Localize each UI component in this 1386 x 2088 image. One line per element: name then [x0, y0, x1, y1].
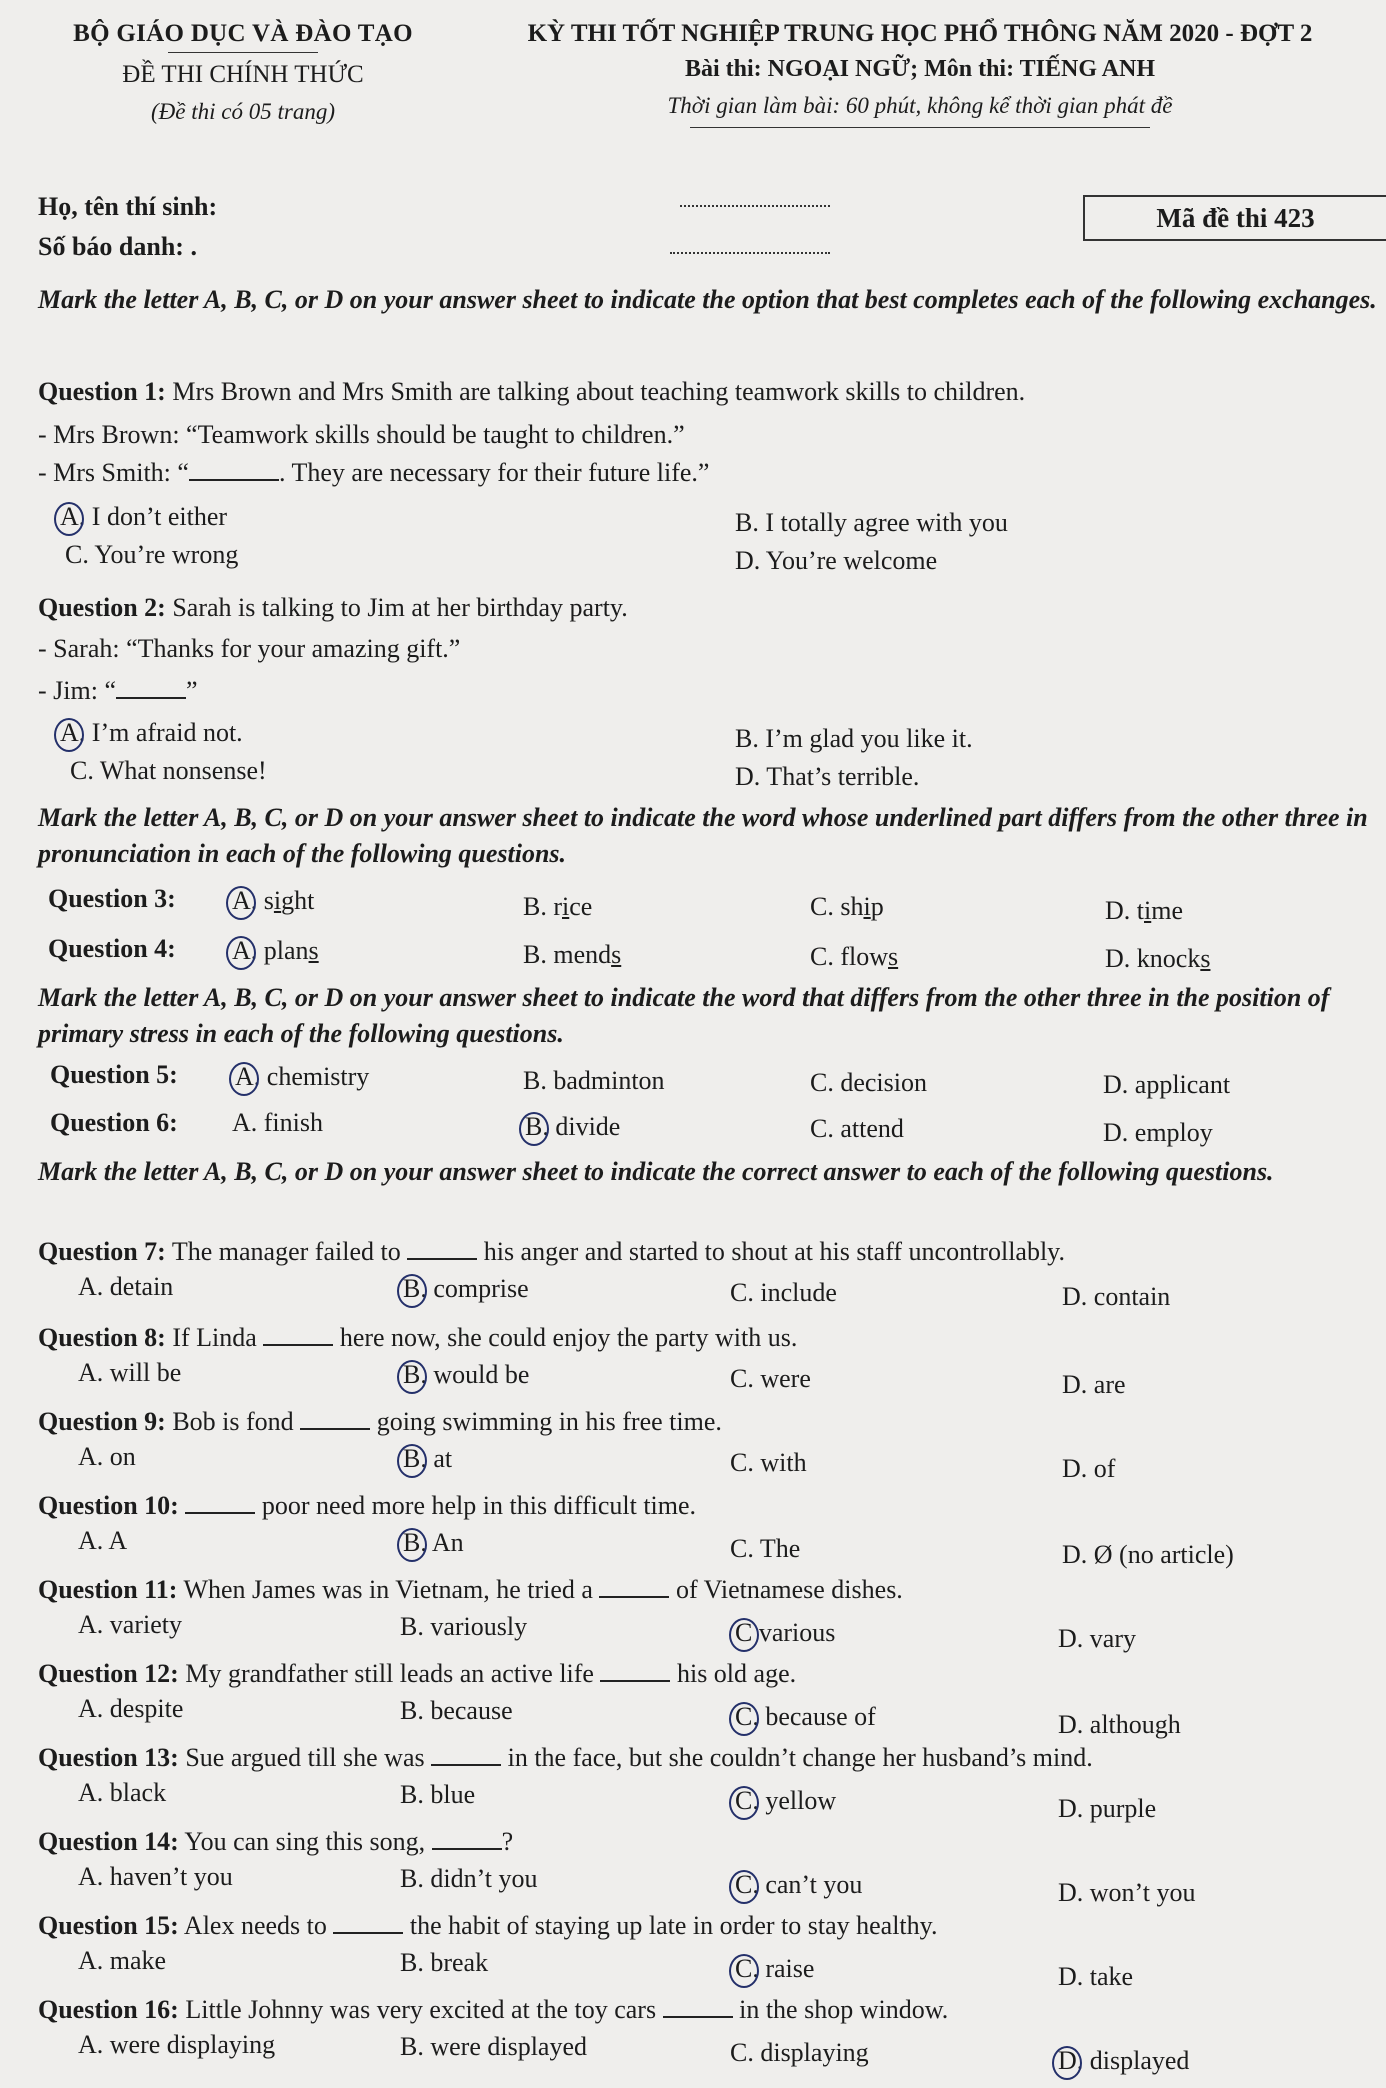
circled-mark: A	[60, 718, 79, 747]
option-b[interactable]: B. blue	[400, 1780, 476, 1809]
exam-title: KỲ THI TỐT NGHIỆP TRUNG HỌC PHỔ THÔNG NĂM 2020 - ĐỢT 2	[527, 20, 1313, 47]
option-b[interactable]: B. I’m glad you like it.	[735, 724, 973, 753]
option-a[interactable]: A. finish	[232, 1108, 323, 1137]
option-d[interactable]: D. applicant	[1103, 1070, 1231, 1099]
answer-blank	[600, 1680, 670, 1682]
option-d[interactable]: D. That’s terrible.	[735, 762, 920, 791]
circled-mark: B	[525, 1112, 543, 1141]
question-stem: Mrs Brown and Mrs Smith are talking about teaching teamwork skills to children.	[172, 377, 1026, 406]
time-limit: Thời gian làm bài: 60 phút, không kể thời gian phát đề	[667, 93, 1173, 118]
option-a[interactable]: A. I don’t either	[60, 502, 228, 531]
option-c[interactable]: C. with	[730, 1448, 807, 1477]
option-a[interactable]: A. black	[78, 1778, 167, 1807]
option-b[interactable]: B. I totally agree with you	[735, 508, 1008, 537]
header-left	[38, 20, 448, 125]
circled-mark: B	[403, 1528, 421, 1557]
answer-blank	[263, 1344, 333, 1346]
question-label: Question 11:	[38, 1575, 178, 1604]
circled-mark: B	[403, 1274, 421, 1303]
circled-mark: A	[232, 936, 251, 965]
header-right	[455, 20, 1385, 128]
question-label: Question 12:	[38, 1659, 179, 1688]
question-2	[38, 592, 1378, 624]
question-label: Question 3:	[48, 884, 176, 913]
question-12: Question 12: My grandfather still leads an active life his old age.	[38, 1659, 797, 1688]
option-a[interactable]: A. despite	[78, 1694, 184, 1723]
question-10: Question 10: poor need more help in this difficult time.	[38, 1491, 697, 1520]
answer-blank	[432, 1848, 502, 1850]
option-a[interactable]: A. sight	[232, 886, 315, 915]
circled-mark: C	[735, 1954, 753, 1983]
option-b[interactable]: B. rice	[523, 892, 593, 921]
option-c[interactable]: C. attend	[810, 1114, 904, 1143]
subject: Bài thi: NGOẠI NGỮ; Môn thi: TIẾNG ANH	[684, 56, 1156, 82]
section-instruction: Mark the letter A, B, C, or D on your answer sheet to indicate the word that differs from the other three in the position of primary stress in each of the following questions.	[38, 983, 1330, 1048]
option-a[interactable]: A. will be	[78, 1358, 182, 1387]
circled-mark: C	[735, 1870, 753, 1899]
option-b[interactable]: B. because	[400, 1696, 513, 1725]
question-label: Question 7:	[38, 1237, 166, 1266]
option-b[interactable]: B. were displayed	[400, 2032, 588, 2061]
option-a[interactable]: A. A	[78, 1526, 128, 1555]
answer-blank	[189, 479, 279, 481]
section-instruction: Mark the letter A, B, C, or D on your answer sheet to indicate the word whose underlined part differs from the other three in pronunciation in each of the following questions.	[38, 803, 1368, 868]
answer-blank	[663, 2016, 733, 2018]
question-13: Question 13: Sue argued till she was in the face, but she couldn’t change her husband’s mind.	[38, 1743, 1093, 1772]
name-field[interactable]	[680, 205, 830, 207]
section-instruction: Mark the letter A, B, C, or D on your answer sheet to indicate the correct answer to each of the following questions.	[38, 1157, 1274, 1186]
id-field[interactable]	[670, 252, 830, 254]
option-d[interactable]: D. won’t you	[1058, 1878, 1196, 1907]
answer-blank	[300, 1428, 370, 1430]
option-d[interactable]: D. displayed	[1058, 2046, 1190, 2075]
question-label: Question 15:	[38, 1911, 179, 1940]
question-9: Question 9: Bob is fond going swimming in his free time.	[38, 1407, 722, 1436]
answer-blank	[116, 697, 186, 699]
option-a[interactable]: A. detain	[78, 1272, 174, 1301]
option-d[interactable]: D. time	[1105, 896, 1183, 925]
question-label: Question 14:	[38, 1827, 179, 1856]
circled-mark: A	[235, 1062, 254, 1091]
dialogue-line: - Mrs Smith: “ . They are necessary for their future life.”	[38, 458, 710, 487]
option-b[interactable]: B. would be	[403, 1360, 530, 1389]
question-11: Question 11: When James was in Vietnam, he tried a of Vietnamese dishes.	[38, 1575, 903, 1604]
answer-blank	[185, 1512, 255, 1514]
option-a[interactable]: A. plans	[232, 936, 319, 965]
option-a[interactable]: A. make	[78, 1946, 167, 1975]
option-b[interactable]: B. didn’t you	[400, 1864, 538, 1893]
question-label: Question 2:	[38, 593, 166, 622]
option-b[interactable]: B. break	[400, 1948, 489, 1977]
question-label: Question 13:	[38, 1743, 179, 1772]
option-c[interactable]: C. displaying	[730, 2038, 869, 2067]
circled-mark: C	[735, 1702, 753, 1731]
option-d[interactable]: D. employ	[1103, 1118, 1213, 1147]
question-label: Question 4:	[48, 934, 176, 963]
answer-blank	[431, 1764, 501, 1766]
question-label: Question 1:	[38, 377, 166, 406]
option-d[interactable]: D. although	[1058, 1710, 1181, 1739]
option-c[interactable]: C. raise	[735, 1954, 815, 1983]
option-a[interactable]: A. I’m afraid not.	[60, 718, 243, 747]
option-c[interactable]: C. ship	[810, 892, 884, 921]
exam-code-box: Mã đề thi 423	[1083, 195, 1386, 241]
option-b[interactable]: B. variously	[400, 1612, 528, 1641]
circled-mark: B	[403, 1444, 421, 1473]
question-1	[38, 376, 1378, 408]
option-c[interactable]: C. flows	[810, 942, 899, 971]
divider	[690, 127, 1150, 128]
option-c[interactable]: C. You’re wrong	[65, 540, 239, 569]
question-7: Question 7: The manager failed to his anger and started to shout at his staff uncontrollably.	[38, 1237, 1065, 1266]
option-a[interactable]: A. were displaying	[78, 2030, 276, 2059]
circled-mark: A	[232, 886, 251, 915]
question-stem: Sarah is talking to Jim at her birthday party.	[172, 593, 628, 622]
option-c[interactable]: C. can’t you	[735, 1870, 863, 1899]
option-c[interactable]: C various	[735, 1618, 836, 1647]
option-a[interactable]: A. variety	[78, 1610, 182, 1639]
question-label: Question 6:	[50, 1108, 178, 1137]
option-a[interactable]: A. on	[78, 1442, 136, 1471]
option-c[interactable]: C. because of	[735, 1702, 876, 1731]
question-label: Question 5:	[50, 1060, 178, 1089]
option-d[interactable]: D. contain	[1062, 1282, 1171, 1311]
candidate-id-label: Số báo danh: .	[38, 232, 197, 261]
page-count: (Đề thi có 05 trang)	[151, 99, 335, 124]
answer-blank	[599, 1596, 669, 1598]
option-c[interactable]: C. were	[730, 1364, 811, 1393]
question-label: Question 9:	[38, 1407, 166, 1436]
option-d[interactable]: D. knocks	[1105, 944, 1211, 973]
option-b[interactable]: B. at	[403, 1444, 453, 1473]
official-label: ĐỀ THI CHÍNH THỨC	[122, 61, 364, 88]
candidate-name-label: Họ, tên thí sinh:	[38, 192, 218, 221]
question-label: Question 10:	[38, 1491, 179, 1520]
option-c[interactable]: C. What nonsense!	[70, 756, 267, 785]
option-d[interactable]: D. purple	[1058, 1794, 1157, 1823]
question-label: Question 8:	[38, 1323, 166, 1352]
section-instruction: Mark the letter A, B, C, or D on your answer sheet to indicate the option that best completes each of the following exchanges.	[38, 285, 1377, 314]
option-b[interactable]: B. An	[403, 1528, 464, 1557]
circled-mark: C	[735, 1618, 753, 1647]
question-16: Question 16: Little Johnny was very excited at the toy cars in the shop window.	[38, 1995, 949, 2024]
question-8: Question 8: If Linda here now, she could enjoy the party with us.	[38, 1323, 798, 1352]
option-c[interactable]: C. The	[730, 1534, 801, 1563]
circled-mark: A	[60, 502, 79, 531]
divider	[168, 52, 318, 53]
answer-blank	[333, 1932, 403, 1934]
dialogue-line: - Jim: “ ”	[38, 676, 198, 705]
option-d[interactable]: D. of	[1062, 1454, 1116, 1483]
option-d[interactable]: D. You’re welcome	[735, 546, 938, 575]
option-a[interactable]: A. chemistry	[235, 1062, 370, 1091]
question-label: Question 16:	[38, 1995, 179, 2024]
option-b[interactable]: B. divide	[525, 1112, 621, 1141]
option-d[interactable]: D. are	[1062, 1370, 1126, 1399]
circled-mark: B	[403, 1360, 421, 1389]
option-b[interactable]: B. badminton	[523, 1066, 665, 1095]
option-d[interactable]: D. take	[1058, 1962, 1134, 1991]
answer-blank	[407, 1258, 477, 1260]
option-c[interactable]: C. include	[730, 1278, 837, 1307]
dialogue-line: - Mrs Brown: “Teamwork skills should be taught to children.”	[38, 420, 685, 449]
option-b[interactable]: B. mends	[523, 940, 622, 969]
option-d[interactable]: D. vary	[1058, 1624, 1136, 1653]
circled-mark: D	[1058, 2046, 1077, 2075]
circled-mark: C	[735, 1786, 753, 1815]
option-c[interactable]: C. yellow	[735, 1786, 837, 1815]
option-b[interactable]: B. comprise	[403, 1274, 529, 1303]
option-c[interactable]: C. decision	[810, 1068, 927, 1097]
question-15: Question 15: Alex needs to the habit of staying up late in order to stay healthy.	[38, 1911, 938, 1940]
option-a[interactable]: A. haven’t you	[78, 1862, 233, 1891]
ministry-name: BỘ GIÁO DỤC VÀ ĐÀO TẠO	[73, 20, 413, 47]
option-d[interactable]: D. Ø (no article)	[1062, 1540, 1234, 1569]
dialogue-line: - Sarah: “Thanks for your amazing gift.”	[38, 634, 461, 663]
question-14: Question 14: You can sing this song, ?	[38, 1827, 514, 1856]
